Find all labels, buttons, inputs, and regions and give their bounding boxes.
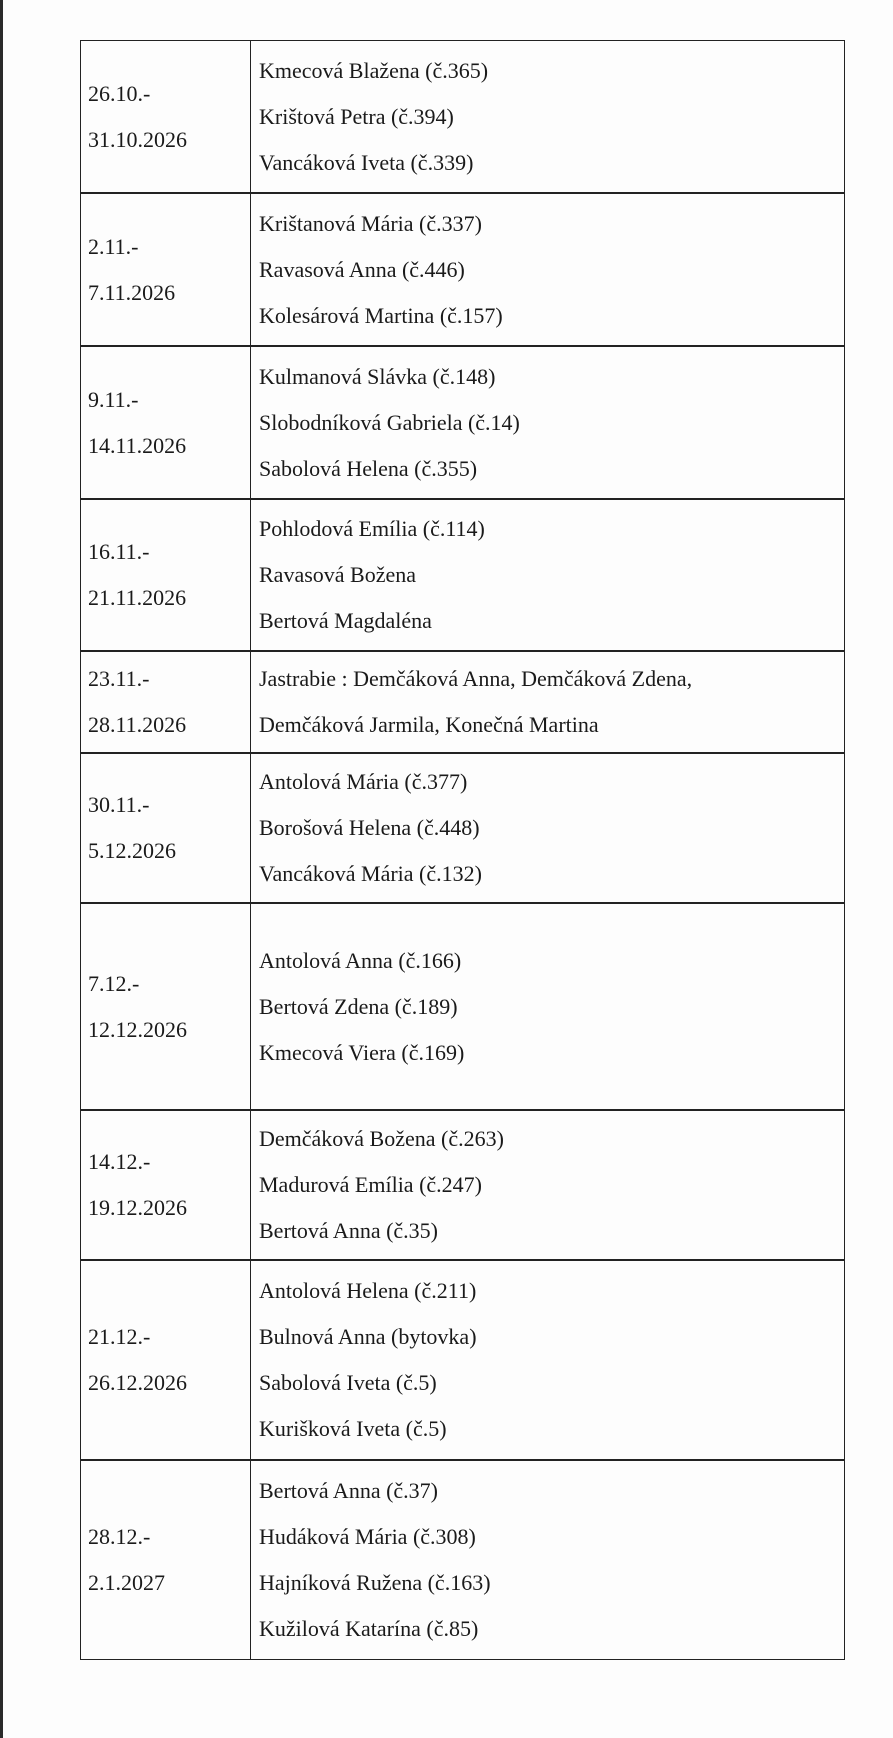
person-name: Kulmanová Slávka (č.148) [259,363,496,389]
table-row [80,40,845,193]
date-start: 28.12.- [88,1524,151,1549]
date-cell [81,754,251,902]
date-end: 14.11.2026 [88,432,187,458]
table-row [80,903,845,1110]
table-row [80,651,845,753]
date-start: 21.12.- [88,1324,151,1349]
person-name: Bertová Anna (č.35) [259,1218,438,1243]
names-cell [251,1461,844,1659]
names-cell [251,1261,844,1459]
person-name: Bertová Magdaléna [259,608,432,633]
person-name: Antolová Anna (č.166) [259,947,462,973]
date-start: 14.12.- [88,1149,151,1174]
person-name: Sabolová Iveta (č.5) [259,1370,437,1395]
names-cell [251,41,844,192]
date-cell [81,652,251,752]
person-name: Krištanová Mária (č.337) [259,210,482,236]
date-start: 2.11.- [88,233,139,259]
person-name: Sabolová Helena (č.355) [259,455,478,481]
person-name: Borošová Helena (č.448) [259,815,480,840]
date-start: 9.11.- [88,386,139,412]
date-end: 19.12.2026 [88,1195,187,1220]
names-cell [251,652,844,752]
date-start: 16.11.- [88,539,150,564]
date-end: 7.11.2026 [88,279,176,305]
person-name: Hudáková Mária (č.308) [259,1524,476,1549]
date-end: 31.10.2026 [88,126,187,152]
table-row [80,193,845,346]
date-cell [81,904,251,1109]
table-row [80,1110,845,1260]
table-row [80,499,845,651]
date-end: 12.12.2026 [88,1016,187,1042]
table-row [80,1260,845,1460]
person-name: Kolesárová Martina (č.157) [259,302,503,328]
date-end: 2.1.2027 [88,1570,165,1595]
date-start: 30.11.- [88,792,150,817]
person-name: Demčáková Božena (č.263) [259,1126,504,1151]
date-start: 7.12.- [88,970,140,996]
date-end: 28.11.2026 [88,712,187,737]
date-cell [81,194,251,345]
date-end: 5.12.2026 [88,838,176,863]
person-name: Slobodníková Gabriela (č.14) [259,409,520,435]
date-cell [81,1261,251,1459]
names-cell [251,754,844,902]
table-row [80,346,845,499]
person-name: Vancáková Iveta (č.339) [259,149,474,175]
date-end: 21.11.2026 [88,585,187,610]
person-name: Bertová Anna (č.37) [259,1478,438,1503]
person-name: Pohlodová Emília (č.114) [259,516,485,541]
person-name: Antolová Mária (č.377) [259,769,468,794]
names-cell [251,904,844,1109]
person-name: Jastrabie : Demčáková Anna, Demčáková Zdena, [259,666,693,691]
names-cell [251,347,844,498]
person-name: Kurišková Iveta (č.5) [259,1416,447,1441]
names-cell [251,500,844,650]
person-name: Demčáková Jarmila, Konečná Martina [259,712,599,737]
person-name: Ravasová Božena [259,562,416,587]
table-row [80,753,845,903]
date-cell [81,1111,251,1259]
names-cell [251,1111,844,1259]
person-name: Kmecová Viera (č.169) [259,1039,465,1065]
date-cell [81,41,251,192]
table-row [80,1460,845,1660]
person-name: Krištová Petra (č.394) [259,103,454,129]
person-name: Vancáková Mária (č.132) [259,861,482,886]
date-start: 23.11.- [88,666,150,691]
person-name: Kmecová Blažena (č.365) [259,57,489,83]
person-name: Kužilová Katarína (č.85) [259,1616,479,1641]
person-name: Bertová Zdena (č.189) [259,993,458,1019]
date-cell [81,347,251,498]
names-cell [251,194,844,345]
person-name: Hajníková Ružena (č.163) [259,1570,491,1595]
date-cell [81,500,251,650]
person-name: Antolová Helena (č.211) [259,1278,477,1303]
person-name: Bulnová Anna (bytovka) [259,1324,477,1349]
person-name: Madurová Emília (č.247) [259,1172,482,1197]
date-start: 26.10.- [88,80,151,106]
person-name: Ravasová Anna (č.446) [259,256,465,282]
page-edge [0,0,3,1738]
date-cell [81,1461,251,1659]
date-end: 26.12.2026 [88,1370,187,1395]
